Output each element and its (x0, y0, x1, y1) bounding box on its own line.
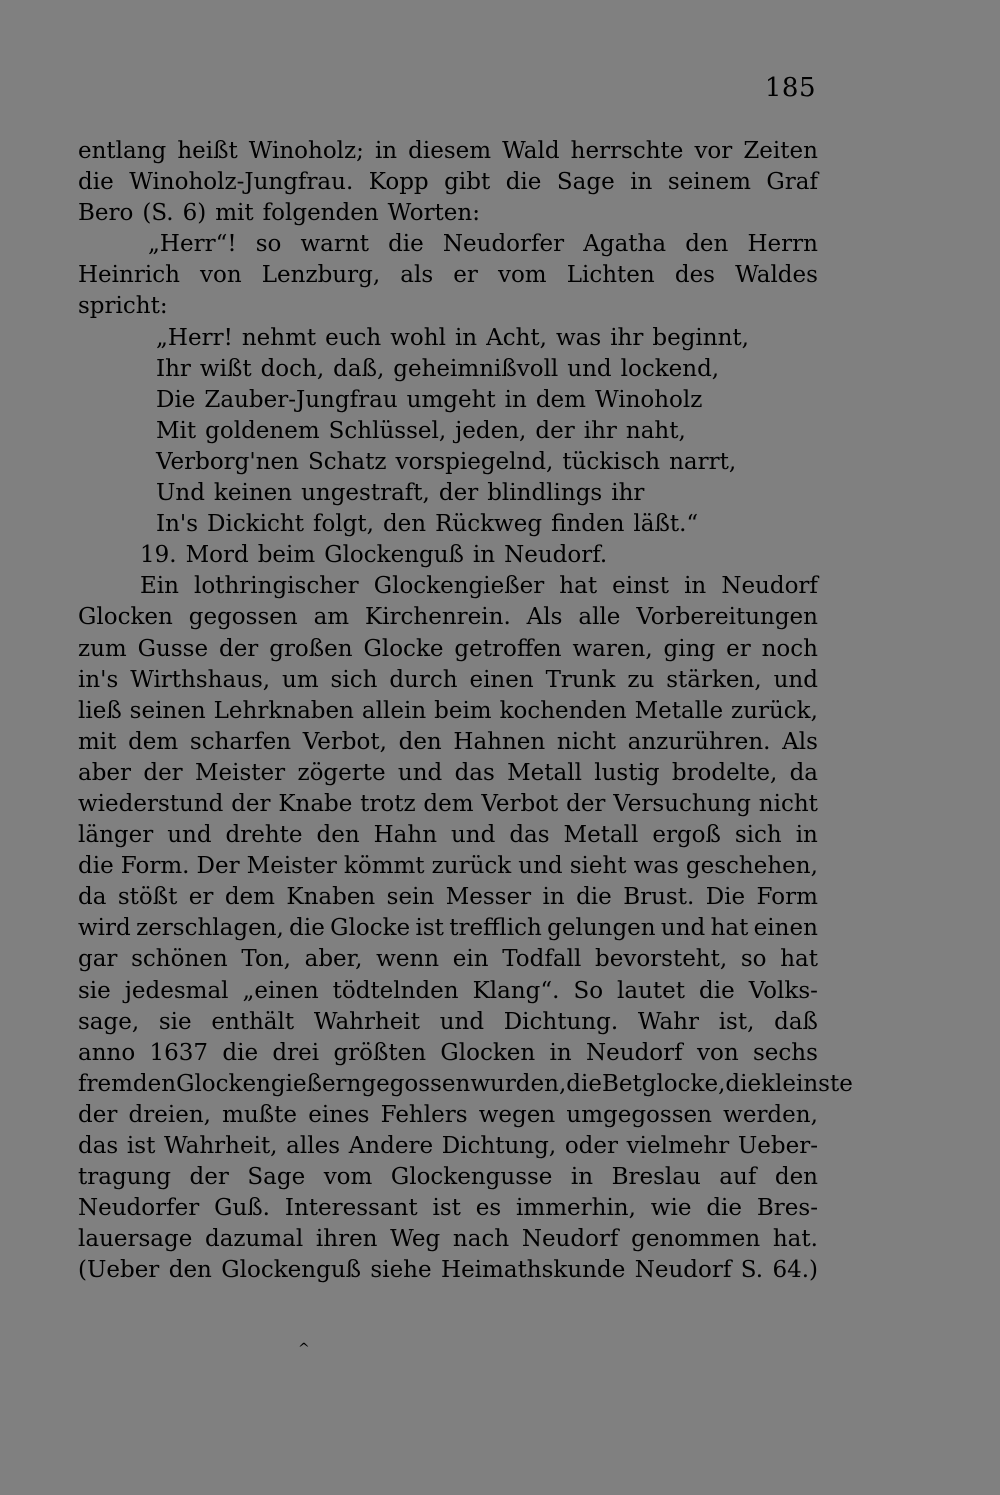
text-line: entlang heißt Winoholz; in diesem Wald herrschte vor Zeiten (78, 138, 818, 164)
page-number: 185 (764, 73, 816, 103)
text-line: lauersage dazumal ihren Weg nach Neudorf genommen hat. (78, 1226, 818, 1253)
text-line: Verborg'nen Schatz vorspiegelnd, tückisch narrt, (156, 448, 737, 475)
text-line: wiederstund der Knabe trotz dem Verbot der Versuchung nicht (78, 790, 818, 817)
text-line: gar schönen Ton, aber, wenn ein Todfall bevorsteht, so hat (78, 946, 818, 973)
text-line: tragung der Sage vom Glockengusse in Breslau auf den (78, 1164, 818, 1191)
text-line: spricht: (78, 293, 168, 320)
text-line: der dreien, mußte eines Fehlers wegen umgegossen werden, (78, 1101, 818, 1128)
text-line: die Winoholz-Jungfrau. Kopp gibt die Sage in seinem Graf (78, 169, 818, 196)
stray-mark: ^ (298, 1341, 310, 1357)
text-line: fremden Glockengießern gegossen wurden, die Betglocke, die kleinste (78, 1070, 853, 1097)
text-line: Glocken gegossen am Kirchenrein. Als alle Vorbereitungen (78, 604, 818, 631)
text-line: Neudorfer Guß. Interessant ist es immerhin, wie die Bres- (78, 1195, 818, 1222)
text-line: Ihr wißt doch, daß, geheimnißvoll und lockend, (156, 355, 720, 382)
text-line: die Form. Der Meister kömmt zurück und sieht was geschehen, (78, 853, 818, 880)
text-line: anno 1637 die drei größten Glocken in Neudorf von sechs (78, 1039, 818, 1066)
text-line: 19. Mord beim Glockenguß in Neudorf. (140, 542, 608, 569)
text-line: (Ueber den Glockenguß siehe Heimathskunde Neudorf S. 64.) (78, 1257, 818, 1284)
text-line: Mit goldenem Schlüssel, jeden, der ihr naht, (156, 417, 686, 444)
text-line: wird zerschlagen, die Glocke ist trefflich gelungen und hat einen (78, 915, 818, 942)
text-line: Die Zauber-Jungfrau umgeht in dem Winoholz (156, 386, 703, 413)
text-line: zum Gusse der großen Glocke getroffen waren, ging er noch (78, 635, 818, 662)
text-line: „Herr! nehmt euch wohl in Acht, was ihr beginnt, (156, 324, 749, 351)
text-line: mit dem scharfen Verbot, den Hahnen nicht anzurühren. Als (78, 728, 818, 755)
text-line: sage, sie enthält Wahrheit und Dichtung. Wahr ist, daß (78, 1008, 818, 1035)
text-line: Ein lothringischer Glockengießer hat einst in Neudorf (140, 573, 818, 600)
text-line: „Herr“! so warnt die Neudorfer Agatha den Herrn (148, 231, 818, 258)
text-line: In's Dickicht folgt, den Rückweg finden läßt.“ (156, 511, 699, 538)
text-line: länger und drehte den Hahn und das Metall ergoß sich in (78, 822, 818, 849)
text-line: Und keinen ungestraft, der blindlings ihr (156, 480, 645, 507)
text-line: Heinrich von Lenzburg, als er vom Lichten des Waldes (78, 262, 818, 289)
text-line: sie jedesmal „einen tödtelnden Klang“. So lautet die Volks- (78, 977, 818, 1004)
text-line: da stößt er dem Knaben sein Messer in die Brust. Die Form (78, 884, 818, 911)
text-line: in's Wirthshaus, um sich durch einen Trunk zu stärken, und (78, 666, 818, 693)
text-line: das ist Wahrheit, alles Andere Dichtung, oder vielmehr Ueber- (78, 1133, 818, 1159)
text-line: Bero (S. 6) mit folgenden Worten: (78, 200, 480, 227)
text-body (78, 136, 853, 1286)
text-line: ließ seinen Lehrknaben allein beim kochenden Metalle zurück, (78, 697, 818, 724)
text-line: aber der Meister zögerte und das Metall lustig brodelte, da (78, 759, 818, 786)
